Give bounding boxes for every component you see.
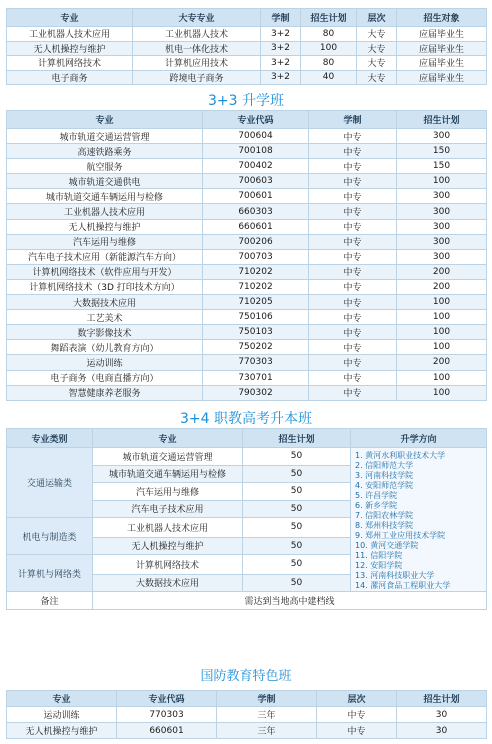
- cell-plan: 200: [397, 279, 487, 294]
- cell-code: 700601: [203, 189, 309, 204]
- cell-major: 无人机操控与维护: [93, 537, 243, 555]
- header-schooling: 学制: [217, 691, 317, 707]
- cell-schooling: 中专: [309, 144, 397, 159]
- cell-plan: 50: [243, 465, 351, 483]
- table-row: [7, 234, 487, 249]
- cell-code: 660601: [203, 219, 309, 234]
- cell-plan: 150: [397, 144, 487, 159]
- note-row: [7, 592, 487, 610]
- table-row: [7, 310, 487, 325]
- cell-schooling: 中专: [309, 370, 397, 385]
- table-row: [7, 219, 487, 234]
- cell-schooling: 3+2: [261, 41, 301, 56]
- cell-plan: 80: [301, 27, 357, 42]
- cell-schooling: 三年: [217, 707, 317, 723]
- cell-code: 710205: [203, 295, 309, 310]
- note-text: 需达到当地高中建档线: [93, 592, 487, 610]
- cell-schooling: 3+2: [261, 70, 301, 85]
- cell-plan: 50: [243, 448, 351, 466]
- cell-major: 舞蹈表演（幼儿教育方向）: [7, 340, 203, 355]
- cell-schooling: 中专: [309, 355, 397, 370]
- table-row: [7, 70, 487, 85]
- header-code: 专业代码: [203, 111, 309, 129]
- table-3plus3: [6, 110, 487, 401]
- table-row: [7, 159, 487, 174]
- section-title-3plus4: 3+4 职教高考升本班: [180, 411, 312, 427]
- cell-category: 交通运输类: [7, 448, 93, 518]
- cell-code: 750202: [203, 340, 309, 355]
- header-schooling: 学制: [261, 9, 301, 27]
- direction-item: 12. 安阳学院: [355, 561, 403, 570]
- cell-major: 计算机网络技术: [93, 555, 243, 575]
- cell-category: 计算机与网络类: [7, 555, 93, 592]
- cell-schooling: 中专: [309, 340, 397, 355]
- header-plan: 招生计划: [243, 429, 351, 448]
- direction-item: 13. 河南科技职业大学: [355, 571, 435, 580]
- cell-schooling: 中专: [309, 234, 397, 249]
- cell-code: 700108: [203, 144, 309, 159]
- note-label: 备注: [7, 592, 93, 610]
- table-row: [7, 56, 487, 71]
- cell-level: 大专: [357, 70, 397, 85]
- cell-major: 高速铁路乘务: [7, 144, 203, 159]
- cell-code: 710202: [203, 264, 309, 279]
- cell-code: 710202: [203, 279, 309, 294]
- cell-plan: 150: [397, 159, 487, 174]
- cell-major: 工艺美术: [7, 310, 203, 325]
- header-college-major: 大专专业: [133, 9, 261, 27]
- cell-major: 汽车电子技术应用（新能源汽车方向）: [7, 249, 203, 264]
- cell-plan: 300: [397, 189, 487, 204]
- cell-category: 机电与制造类: [7, 518, 93, 555]
- cell-major: 航空服务: [7, 159, 203, 174]
- direction-item: 1. 黄河水利职业技术大学: [355, 451, 446, 460]
- cell-schooling: 中专: [309, 219, 397, 234]
- table-row: [7, 355, 487, 370]
- table-dazhuan: [6, 8, 487, 85]
- cell-major: 城市轨道交通供电: [7, 174, 203, 189]
- cell-college-major: 工业机器人技术: [133, 27, 261, 42]
- table-row: [7, 174, 487, 189]
- cell-plan: 200: [397, 355, 487, 370]
- table-row: [7, 448, 487, 466]
- header-major: 专业: [7, 691, 117, 707]
- cell-plan: 300: [397, 234, 487, 249]
- cell-schooling: 中专: [309, 279, 397, 294]
- header-major: 专业: [93, 429, 243, 448]
- cell-schooling: 中专: [309, 129, 397, 144]
- table-row: [7, 707, 487, 723]
- table-row: [7, 264, 487, 279]
- direction-item: 14. 漯河食品工程职业大学: [355, 581, 451, 590]
- header-plan: 招生计划: [397, 111, 487, 129]
- cell-major: 运动训练: [7, 707, 117, 723]
- cell-target: 应届毕业生: [397, 27, 487, 42]
- header-level: 层次: [317, 691, 397, 707]
- cell-code: 700603: [203, 174, 309, 189]
- cell-major: 城市轨道交通运营管理: [7, 129, 203, 144]
- direction-item: 6. 新乡学院: [355, 501, 398, 510]
- direction-item: 2. 信阳师范大学: [355, 461, 414, 470]
- direction-list: [351, 448, 487, 592]
- table-3plus4: [6, 428, 487, 610]
- header-plan: 招生计划: [301, 9, 357, 27]
- cell-plan: 100: [397, 340, 487, 355]
- section-title-3plus3: 3+3 升学班: [208, 93, 284, 109]
- cell-schooling: 中专: [309, 159, 397, 174]
- cell-major: 工业机器人技术应用: [93, 518, 243, 538]
- cell-target: 应届毕业生: [397, 41, 487, 56]
- cell-major: 智慧健康养老服务: [7, 385, 203, 400]
- table-row: [7, 385, 487, 400]
- cell-plan: 50: [243, 518, 351, 538]
- cell-college-major: 机电一体化技术: [133, 41, 261, 56]
- cell-target: 应届毕业生: [397, 70, 487, 85]
- cell-code: 750103: [203, 325, 309, 340]
- cell-code: 790302: [203, 385, 309, 400]
- cell-code: 770303: [117, 707, 217, 723]
- direction-item: 3. 河南科技学院: [355, 471, 414, 480]
- cell-plan: 200: [397, 264, 487, 279]
- cell-plan: 100: [397, 174, 487, 189]
- cell-schooling: 中专: [309, 174, 397, 189]
- cell-major: 无人机操控与维护: [7, 41, 133, 56]
- table-row: [7, 279, 487, 294]
- cell-major: 电子商务（电商直播方向）: [7, 370, 203, 385]
- cell-schooling: 三年: [217, 723, 317, 739]
- cell-major: 工业机器人技术应用: [7, 27, 133, 42]
- cell-college-major: 跨境电子商务: [133, 70, 261, 85]
- cell-major: 无人机操控与维护: [7, 723, 117, 739]
- cell-schooling: 中专: [309, 325, 397, 340]
- cell-plan: 100: [397, 310, 487, 325]
- cell-major: 城市轨道交通车辆运用与检修: [7, 189, 203, 204]
- cell-major: 计算机网络技术: [7, 56, 133, 71]
- cell-plan: 80: [301, 56, 357, 71]
- table-row: [7, 27, 487, 42]
- cell-major: 汽车电子技术应用: [93, 500, 243, 518]
- cell-code: 750106: [203, 310, 309, 325]
- cell-plan: 300: [397, 204, 487, 219]
- cell-code: 660601: [117, 723, 217, 739]
- cell-code: 700604: [203, 129, 309, 144]
- cell-schooling: 中专: [309, 189, 397, 204]
- cell-plan: 100: [397, 385, 487, 400]
- table-row: [7, 295, 487, 310]
- cell-level: 大专: [357, 27, 397, 42]
- header-major: 专业: [7, 111, 203, 129]
- table-row: [7, 144, 487, 159]
- cell-major: 大数据技术应用: [7, 295, 203, 310]
- cell-target: 应届毕业生: [397, 56, 487, 71]
- cell-major: 汽车运用与维修: [93, 483, 243, 501]
- direction-item: 7. 信阳农林学院: [355, 511, 414, 520]
- header-target: 招生对象: [397, 9, 487, 27]
- cell-plan: 30: [397, 707, 487, 723]
- cell-major: 无人机操控与维护: [7, 219, 203, 234]
- direction-item: 10. 黄河交通学院: [355, 541, 419, 550]
- table-row: [7, 129, 487, 144]
- cell-plan: 50: [243, 537, 351, 555]
- table-row: [7, 325, 487, 340]
- cell-major: 电子商务: [7, 70, 133, 85]
- cell-plan: 300: [397, 219, 487, 234]
- cell-level: 中专: [317, 707, 397, 723]
- table-row: [7, 249, 487, 264]
- cell-schooling: 中专: [309, 204, 397, 219]
- cell-major: 数字影像技术: [7, 325, 203, 340]
- cell-code: 770303: [203, 355, 309, 370]
- header-schooling: 学制: [309, 111, 397, 129]
- cell-plan: 40: [301, 70, 357, 85]
- cell-plan: 100: [301, 41, 357, 56]
- cell-schooling: 中专: [309, 264, 397, 279]
- cell-code: 730701: [203, 370, 309, 385]
- header-plan: 招生计划: [397, 691, 487, 707]
- header-level: 层次: [357, 9, 397, 27]
- cell-schooling: 中专: [309, 310, 397, 325]
- section-title-defense: 国防教育特色班: [200, 669, 292, 684]
- header-category: 专业类别: [7, 429, 93, 448]
- cell-code: 660303: [203, 204, 309, 219]
- table-row: [7, 204, 487, 219]
- cell-schooling: 中专: [309, 385, 397, 400]
- cell-level: 大专: [357, 41, 397, 56]
- cell-level: 大专: [357, 56, 397, 71]
- cell-plan: 30: [397, 723, 487, 739]
- table-row: [7, 41, 487, 56]
- header-direction: 升学方向: [351, 429, 487, 448]
- cell-schooling: 中专: [309, 249, 397, 264]
- cell-major: 城市轨道交通运营管理: [93, 448, 243, 466]
- table-row: [7, 340, 487, 355]
- cell-major: 计算机网络技术（软件应用与开发）: [7, 264, 203, 279]
- table-row: [7, 723, 487, 739]
- cell-code: 700703: [203, 249, 309, 264]
- cell-schooling: 3+2: [261, 56, 301, 71]
- cell-college-major: 计算机应用技术: [133, 56, 261, 71]
- cell-plan: 100: [397, 295, 487, 310]
- cell-schooling: 中专: [309, 295, 397, 310]
- direction-item: 5. 许昌学院: [355, 491, 398, 500]
- cell-plan: 300: [397, 129, 487, 144]
- cell-plan: 100: [397, 325, 487, 340]
- cell-code: 700206: [203, 234, 309, 249]
- cell-major: 运动训练: [7, 355, 203, 370]
- cell-major: 工业机器人技术应用: [7, 204, 203, 219]
- table-defense: [6, 690, 487, 739]
- direction-item: 11. 信阳学院: [355, 551, 403, 560]
- cell-schooling: 3+2: [261, 27, 301, 42]
- direction-item: 4. 安阳师范学院: [355, 481, 414, 490]
- cell-plan: 100: [397, 370, 487, 385]
- cell-major: 汽车运用与维修: [7, 234, 203, 249]
- cell-level: 中专: [317, 723, 397, 739]
- cell-major: 大数据技术应用: [93, 574, 243, 592]
- cell-plan: 50: [243, 483, 351, 501]
- cell-plan: 50: [243, 500, 351, 518]
- cell-major: 计算机网络技术（3D 打印技术方向）: [7, 279, 203, 294]
- table-row: [7, 189, 487, 204]
- cell-plan: 50: [243, 555, 351, 575]
- header-code: 专业代码: [117, 691, 217, 707]
- cell-major: 城市轨道交通车辆运用与检修: [93, 465, 243, 483]
- cell-plan: 50: [243, 574, 351, 592]
- cell-plan: 300: [397, 249, 487, 264]
- direction-item: 8. 郑州科技学院: [355, 521, 414, 530]
- table-row: [7, 370, 487, 385]
- direction-item: 9. 郑州工业应用技术学院: [355, 531, 446, 540]
- cell-code: 700402: [203, 159, 309, 174]
- header-major: 专业: [7, 9, 133, 27]
